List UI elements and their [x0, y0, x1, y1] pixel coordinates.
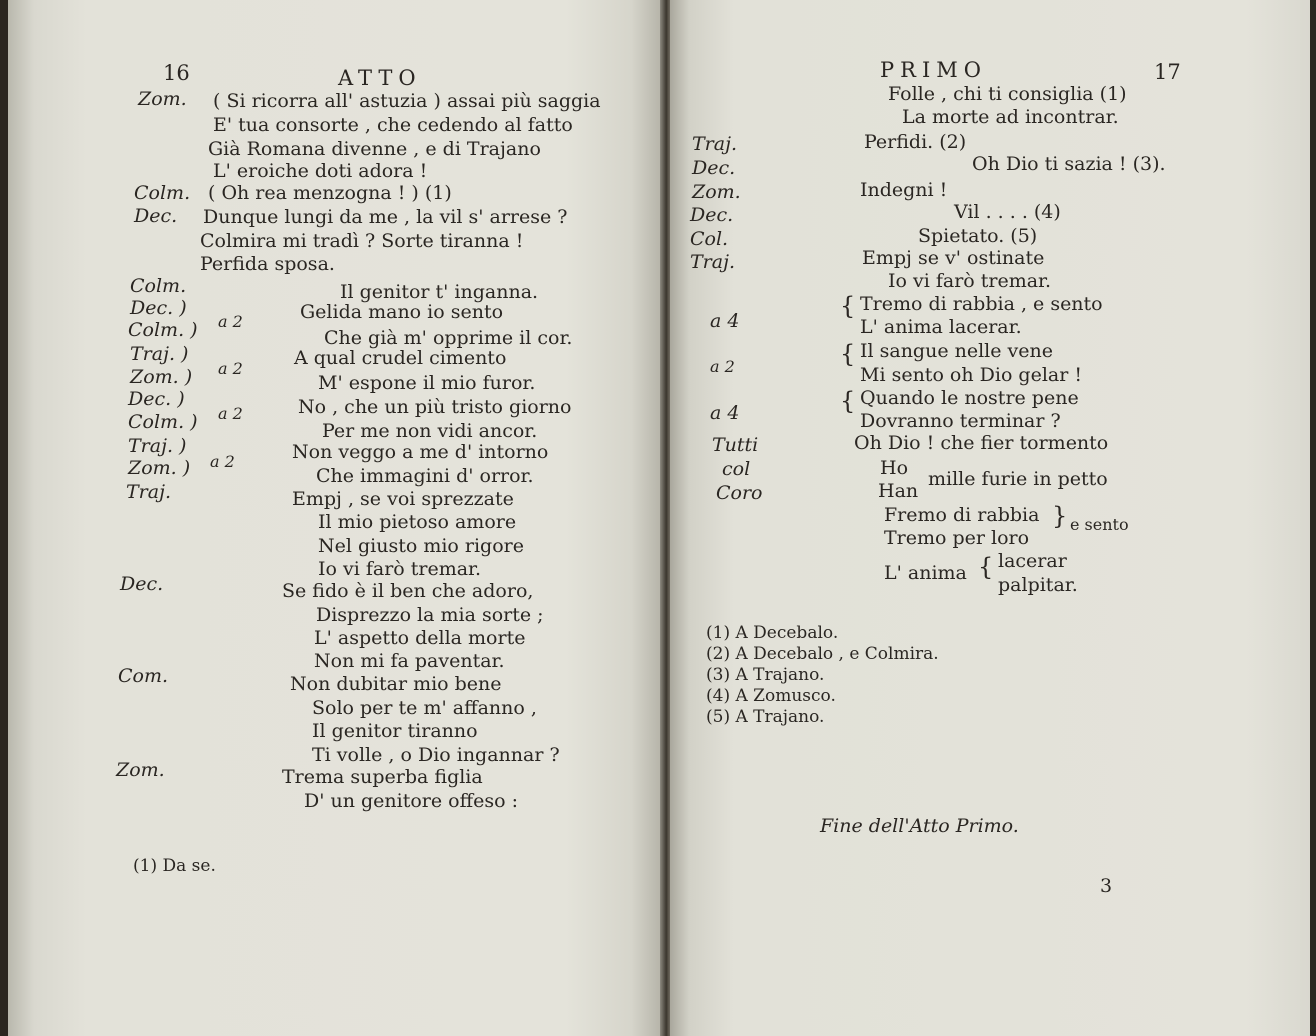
- verse-line: palpitar.: [998, 574, 1078, 596]
- verse-line: Per me non vidi ancor.: [322, 420, 538, 442]
- verse-line: e sento: [1070, 515, 1129, 534]
- page-number: 17: [1154, 60, 1181, 84]
- verse-line: Perfida sposa.: [200, 253, 335, 275]
- verse-line: lacerar: [998, 550, 1067, 572]
- a2-marker: a 2: [210, 452, 235, 471]
- verse-line: ( Si ricorra all' astuzia ) assai più saggia: [213, 90, 601, 112]
- speaker-label: Dec.: [692, 157, 736, 179]
- speaker-label: Colm.: [134, 182, 191, 204]
- signature-mark: 3: [1100, 875, 1113, 897]
- speaker-label: Com.: [118, 665, 169, 687]
- brace: }: [1052, 502, 1068, 530]
- verse-line: Quando le nostre pene: [860, 387, 1079, 409]
- footnote: (1) Da se.: [133, 856, 216, 876]
- verse-line: Non dubitar mio bene: [290, 673, 502, 695]
- verse-line: Oh Dio ! che fier tormento: [854, 432, 1109, 454]
- speaker-label: Dec.: [690, 204, 734, 226]
- verse-line: La morte ad incontrar.: [902, 106, 1119, 128]
- verse-line: Trema superba figlia: [282, 766, 483, 788]
- footnote: (2) A Decebalo , e Colmira.: [706, 644, 939, 664]
- a2-marker: a 2: [218, 359, 243, 378]
- verse-line: Non mi fa paventar.: [314, 650, 505, 672]
- speaker-label: Traj. ): [128, 435, 187, 457]
- verse-line: L' anima: [884, 562, 967, 584]
- verse-line: Vil . . . . (4): [954, 201, 1061, 223]
- brace: {: [840, 340, 856, 368]
- verse-line: M' espone il mio furor.: [318, 372, 536, 394]
- running-head: ATTO: [338, 66, 422, 90]
- verse-line: A qual crudel cimento: [294, 347, 507, 369]
- speaker-label: Zom.: [116, 759, 165, 781]
- verse-line: Che già m' opprime il cor.: [324, 327, 573, 349]
- verse-line: Colmira mi tradì ? Sorte tiranna !: [200, 230, 524, 252]
- verse-line: Il mio pietoso amore: [318, 511, 517, 533]
- verse-line: Solo per te m' affanno ,: [312, 697, 537, 719]
- speaker-label: Zom. ): [128, 457, 191, 479]
- page-number: 16: [163, 61, 190, 85]
- speaker-label: Dec. ): [130, 297, 187, 319]
- speaker-label: Zom.: [692, 181, 741, 203]
- verse-line: mille furie in petto: [928, 468, 1108, 490]
- footnote: (5) A Trajano.: [706, 707, 825, 727]
- verse-line: Folle , chi ti consiglia (1): [888, 83, 1127, 105]
- speaker-label: Traj. ): [130, 343, 189, 365]
- brace: {: [840, 292, 856, 320]
- verse-line: L' eroiche doti adora !: [213, 160, 428, 182]
- right-page: [670, 0, 1310, 1036]
- left-page: [8, 0, 664, 1036]
- speaker-label: a 4: [710, 402, 740, 424]
- a2-marker: a 2: [218, 312, 243, 331]
- a2-marker: a 2: [218, 404, 243, 423]
- verse-line: Il sangue nelle vene: [860, 340, 1053, 362]
- verse-line: Ho: [880, 457, 909, 479]
- verse-line: Dunque lungi da me , la vil s' arrese ?: [203, 206, 568, 228]
- verse-line: Il genitor t' inganna.: [340, 281, 539, 303]
- verse-line: Spietato. (5): [918, 225, 1038, 247]
- verse-line: E' tua consorte , che cedendo al fatto: [213, 114, 573, 136]
- verse-line: Non veggo a me d' intorno: [292, 441, 549, 463]
- speaker-label: a 4: [710, 310, 740, 332]
- footnote: (4) A Zomusco.: [706, 686, 836, 706]
- speaker-label: Dec.: [134, 205, 178, 227]
- speaker-label: a 2: [710, 357, 735, 376]
- brace: {: [840, 387, 856, 415]
- verse-line: Nel giusto mio rigore: [318, 535, 524, 557]
- speaker-label: Dec.: [120, 573, 164, 595]
- verse-line: D' un genitore offeso :: [304, 790, 518, 812]
- verse-line: Mi sento oh Dio gelar !: [860, 364, 1082, 386]
- speaker-label: Zom.: [138, 88, 187, 110]
- verse-line: Empj se v' ostinate: [862, 247, 1045, 269]
- footnote: (1) A Decebalo.: [706, 623, 839, 643]
- brace: {: [978, 553, 994, 581]
- verse-line: Io vi farò tremar.: [888, 270, 1052, 292]
- speaker-label: Traj.: [692, 133, 738, 155]
- verse-line: Perfidi. (2): [864, 131, 967, 153]
- speaker-label: Zom. ): [130, 366, 193, 388]
- footnote: (3) A Trajano.: [706, 665, 825, 685]
- verse-line: Il genitor tiranno: [312, 720, 478, 742]
- speaker-label: Col.: [690, 228, 729, 250]
- verse-line: Ti volle , o Dio ingannar ?: [312, 744, 560, 766]
- verse-line: Che immagini d' orror.: [316, 465, 534, 487]
- verse-line: L' aspetto della morte: [314, 627, 526, 649]
- verse-line: L' anima lacerar.: [860, 316, 1022, 338]
- verse-line: Dovranno terminar ?: [860, 410, 1061, 432]
- verse-line: Tremo per loro: [884, 527, 1030, 549]
- verse-line: Oh Dio ti sazia ! (3).: [972, 153, 1166, 175]
- chorus-label: Coro: [716, 482, 763, 504]
- chorus-label: col: [722, 458, 751, 480]
- speaker-label: Colm.: [130, 275, 187, 297]
- verse-line: Fremo di rabbia: [884, 504, 1040, 526]
- verse-line: ( Oh rea menzogna ! ) (1): [208, 182, 452, 204]
- verse-line: Disprezzo la mia sorte ;: [316, 604, 544, 626]
- verse-line: No , che un più tristo giorno: [298, 396, 572, 418]
- verse-line: Tremo di rabbia , e sento: [860, 293, 1103, 315]
- speaker-label: Traj.: [690, 251, 736, 273]
- speaker-label: Traj.: [126, 481, 172, 503]
- verse-line: Indegni !: [860, 179, 948, 201]
- verse-line: Gelida mano io sento: [300, 301, 504, 323]
- running-head: PRIMO: [880, 58, 987, 82]
- verse-line: Se fido è il ben che adoro,: [282, 580, 534, 602]
- speaker-label: Dec. ): [128, 388, 185, 410]
- verse-line: Già Romana divenne , e di Trajano: [208, 138, 541, 160]
- verse-line: Io vi farò tremar.: [318, 558, 482, 580]
- speaker-label: Tutti: [712, 434, 759, 456]
- speaker-label: Colm. ): [128, 319, 198, 341]
- act-end: Fine dell'Atto Primo.: [820, 815, 1019, 837]
- verse-line: Han: [878, 480, 919, 502]
- speaker-label: Colm. ): [128, 411, 198, 433]
- verse-line: Empj , se voi sprezzate: [292, 488, 514, 510]
